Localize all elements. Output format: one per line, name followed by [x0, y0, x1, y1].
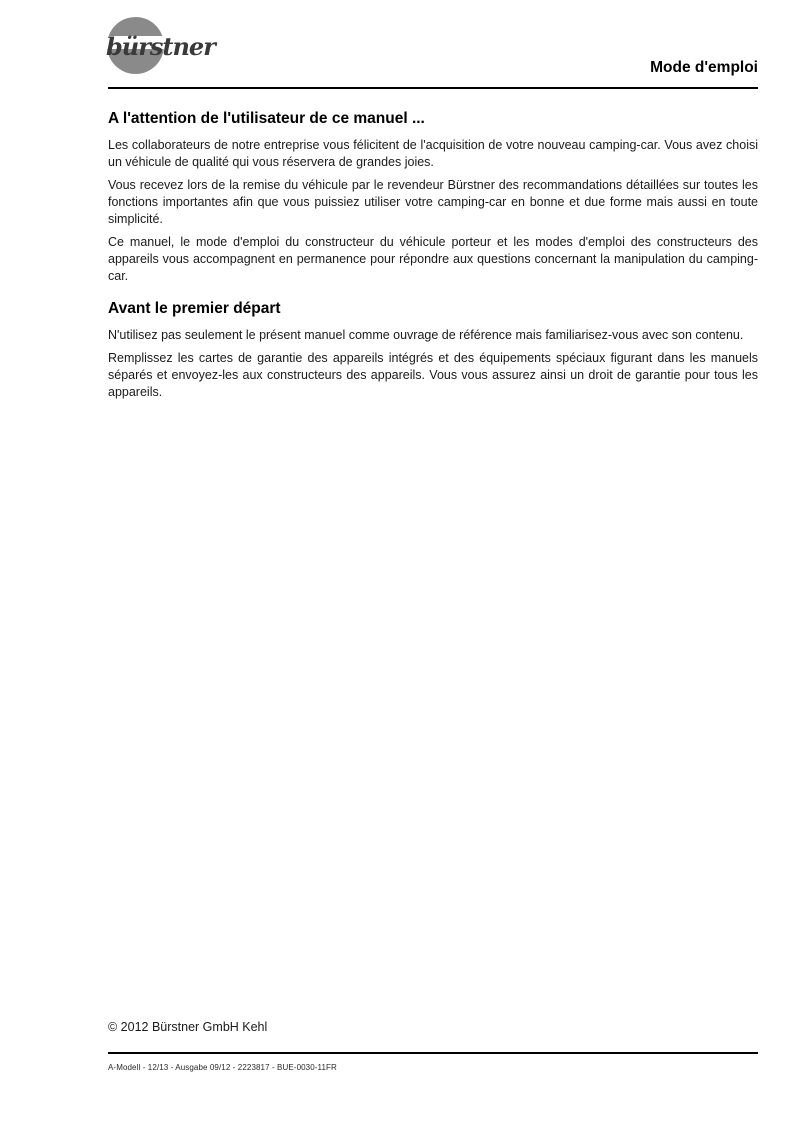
paragraph-intro-2: Vous recevez lors de la remise du véhicule par le revendeur Bürstner des recommandations détaillées sur toutes les fonctions importantes afin que vous puissiez utiliser votre camping-car en bonne et due forme mais aussi en toute simplicité. — [108, 178, 758, 226]
paragraph-before-1: N'utilisez pas seulement le présent manuel comme ouvrage de référence mais familiarisez-vous avec son contenu. — [108, 328, 744, 342]
section-before-first-trip-heading: Avant le premier départ — [108, 300, 281, 317]
section-intro — [108, 110, 758, 285]
paragraph-intro-1: Les collaborateurs de notre entreprise vous félicitent de l'acquisition de votre nouveau camping-car. Vous avez choisi un véhicule de qualité qui vous réservera de grandes joies. — [108, 138, 758, 169]
document-code: A-Modell - 12/13 - Ausgabe 09/12 - 2223817 - BUE-0030-11FR — [108, 1063, 337, 1072]
buerstner-logo — [106, 16, 216, 80]
footer-divider — [108, 1052, 758, 1054]
copyright-line: © 2012 Bürstner GmbH Kehl — [108, 1020, 268, 1034]
section-intro-heading: A l'attention de l'utilisateur de ce manuel ... — [108, 110, 425, 127]
logo-wordmark: bürstner — [106, 32, 215, 61]
content — [108, 104, 758, 407]
document-title: Mode d'emploi — [650, 59, 758, 76]
section-before-first-trip — [108, 300, 758, 401]
paragraph-before-2: Remplissez les cartes de garantie des appareils intégrés et des équipements spéciaux figurant dans les manuels séparés et envoyez-les aux constructeurs des appareils. Vous vous assurez ainsi un droit de garantie pour tous les appareils. — [108, 351, 758, 399]
paragraph-intro-3: Ce manuel, le mode d'emploi du constructeur du véhicule porteur et les modes d'emploi des constructeurs des appareils vous accompagnent en permanence pour répondre aux questions concernant la manipulation du camping-car. — [108, 235, 758, 283]
header-divider — [108, 87, 758, 89]
